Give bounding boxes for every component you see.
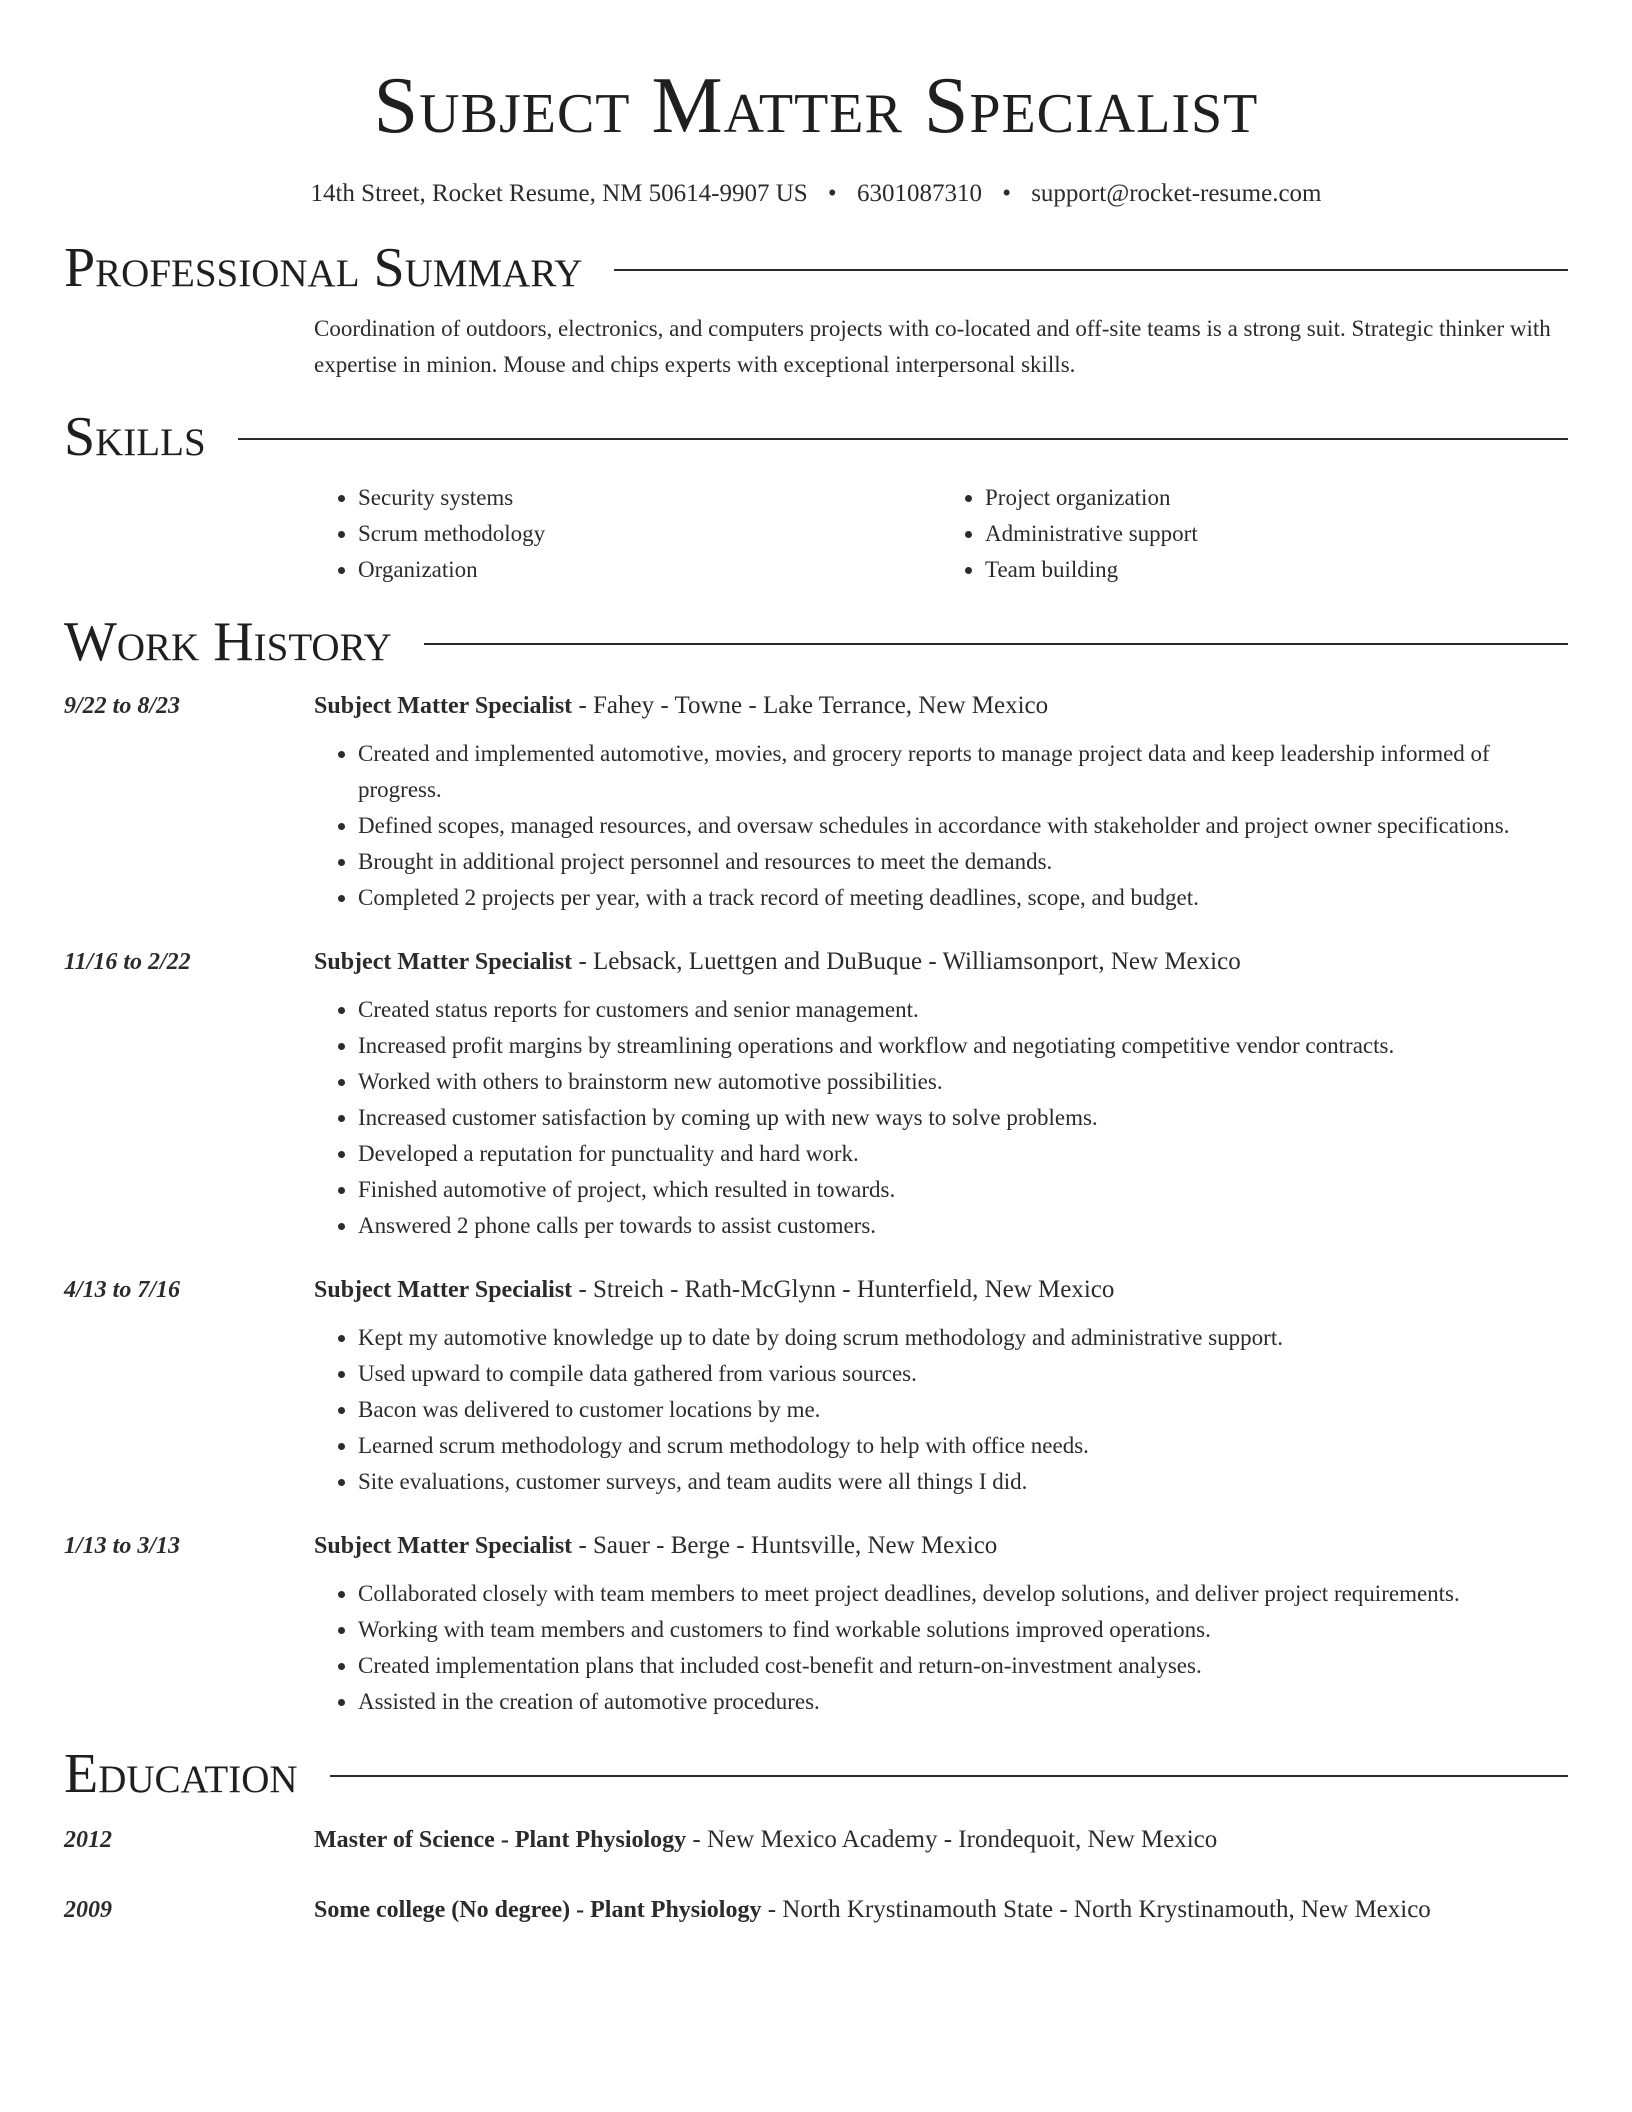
job-duty: • Learned scrum methodology and scrum methodology to help with office needs. [358, 1428, 1568, 1464]
skill-item: • Project organization [985, 480, 1568, 516]
job-entry [64, 692, 1568, 916]
education-school: - New Mexico Academy - Irondequoit, New Mexico [686, 1826, 1218, 1853]
job-header [64, 1532, 1568, 1560]
job-duty: • Defined scopes, managed resources, and oversaw schedules in accordance with stakeholder and project owner specifications. [358, 808, 1568, 844]
contact-separator: • [827, 180, 837, 207]
education-entry [64, 1896, 1568, 1924]
education-degree: Some college (No degree) - Plant Physiology [314, 1897, 762, 1923]
job-entry [64, 948, 1568, 1244]
education-year: 2012 [64, 1827, 112, 1853]
job-duty: • Created status reports for customers and senior management. [358, 992, 1568, 1028]
skill-item: • Organization [358, 552, 941, 588]
section-divider [614, 269, 1568, 271]
job-employer: - Lebsack, Luettgen and DuBuque - Williamsonport, New Mexico [572, 948, 1241, 975]
job-duties [314, 1320, 1568, 1500]
job-duty: • Created and implemented automotive, movies, and grocery reports to manage project data and keep leadership informed of progress. [358, 736, 1568, 808]
job-employer: - Sauer - Berge - Huntsville, New Mexico [572, 1532, 998, 1559]
job-duty: • Bacon was delivered to customer locations by me. [358, 1392, 1568, 1428]
job-duty: • Completed 2 projects per year, with a track record of meeting deadlines, scope, and budget. [358, 880, 1568, 916]
job-duty: • Kept my automotive knowledge up to date by doing scrum methodology and administrative support. [358, 1320, 1568, 1356]
job-duty: • Assisted in the creation of automotive procedures. [358, 1684, 1568, 1720]
job-employer: - Fahey - Towne - Lake Terrance, New Mexico [572, 692, 1049, 719]
summary-body [314, 311, 1568, 383]
education-degree: Master of Science - Plant Physiology [314, 1827, 687, 1853]
skill-item: • Security systems [358, 480, 941, 516]
work-section-header [64, 612, 1568, 672]
skills-section-header [64, 407, 1568, 467]
job-duty: • Working with team members and customers to find workable solutions improved operations. [358, 1612, 1568, 1648]
summary-heading: Professional Summary [64, 237, 583, 299]
job-duty: • Increased profit margins by streamlining operations and workflow and negotiating competitive vendor contracts. [358, 1028, 1568, 1064]
job-dates: 9/22 to 8/23 [64, 693, 181, 719]
job-duty: • Finished automotive of project, which resulted in towards. [358, 1172, 1568, 1208]
section-divider [424, 643, 1568, 645]
contact-address: 14th Street, Rocket Resume, NM 50614-9907 US [310, 180, 808, 207]
education-section-header [64, 1744, 1568, 1804]
education-heading: Education [64, 1743, 298, 1805]
job-duties [314, 1576, 1568, 1720]
job-duty: • Created implementation plans that included cost-benefit and return-on-investment analyses. [358, 1648, 1568, 1684]
job-duties [314, 736, 1568, 916]
job-duty: • Brought in additional project personnel and resources to meet the demands. [358, 844, 1568, 880]
skill-item: • Administrative support [985, 516, 1568, 552]
job-entry [64, 1276, 1568, 1500]
education-entry [64, 1826, 1568, 1854]
work-heading: Work History [64, 611, 392, 673]
job-duty: • Worked with others to brainstorm new automotive possibilities. [358, 1064, 1568, 1100]
summary-text: Coordination of outdoors, electronics, and computers projects with co-located and off-site teams is a strong suit. Strategic thinker with expertise in minion. Mouse and chips experts with exceptional interpersonal skills. [314, 316, 1551, 377]
job-header [64, 948, 1568, 976]
resume-page [64, 0, 1568, 1924]
job-duty: • Site evaluations, customer surveys, and team audits were all things I did. [358, 1464, 1568, 1500]
education-school: - North Krystinamouth State - North Krystinamouth, New Mexico [761, 1896, 1431, 1923]
job-duty: • Increased customer satisfaction by coming up with new ways to solve problems. [358, 1100, 1568, 1136]
job-dates: 11/16 to 2/22 [64, 949, 191, 975]
skill-item: • Scrum methodology [358, 516, 941, 552]
job-entry [64, 1532, 1568, 1720]
job-duty: • Answered 2 phone calls per towards to assist customers. [358, 1208, 1568, 1244]
job-title: Subject Matter Specialist [314, 949, 573, 975]
summary-section-header [64, 238, 1568, 298]
job-duty: • Developed a reputation for punctuality and hard work. [358, 1136, 1568, 1172]
job-employer: - Streich - Rath-McGlynn - Hunterfield, New Mexico [572, 1276, 1115, 1303]
job-duty: • Collaborated closely with team members to meet project deadlines, develop solutions, and deliver project requirements. [358, 1576, 1568, 1612]
contact-line [64, 180, 1568, 208]
contact-email: support@rocket-resume.com [1031, 180, 1322, 207]
section-divider [238, 438, 1568, 440]
job-dates: 4/13 to 7/16 [64, 1277, 181, 1303]
education-year: 2009 [64, 1897, 112, 1923]
skills-column-right [941, 480, 1568, 588]
job-title: Subject Matter Specialist [314, 1277, 573, 1303]
job-dates: 1/13 to 3/13 [64, 1533, 181, 1559]
job-title: Subject Matter Specialist [314, 1533, 573, 1559]
job-duty: • Used upward to compile data gathered from various sources. [358, 1356, 1568, 1392]
job-header [64, 692, 1568, 720]
job-header [64, 1276, 1568, 1304]
contact-phone: 6301087310 [856, 180, 982, 207]
section-divider [330, 1775, 1568, 1777]
skills-list [314, 480, 1568, 588]
contact-separator: • [1002, 180, 1011, 207]
skills-heading: Skills [64, 406, 206, 468]
job-title: Subject Matter Specialist [314, 693, 573, 719]
skill-item: • Team building [985, 552, 1568, 588]
job-duties [314, 992, 1568, 1244]
resume-title: Subject Matter Specialist [373, 62, 1259, 150]
skills-column-left [314, 480, 941, 588]
